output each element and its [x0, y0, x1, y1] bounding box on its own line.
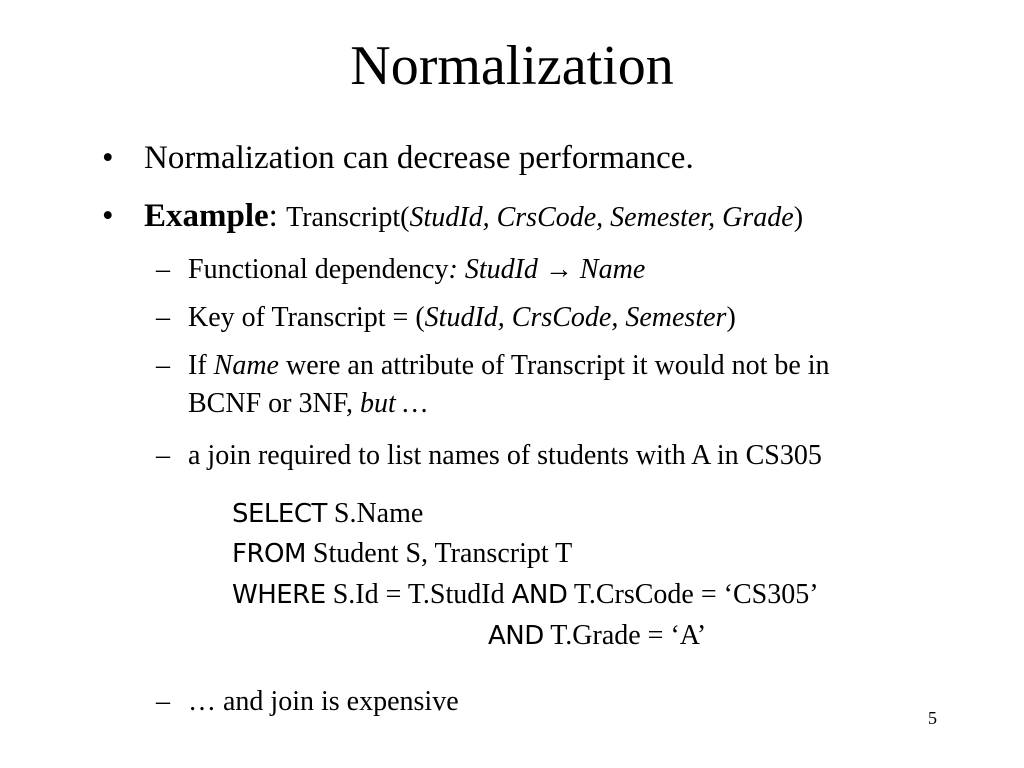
dash-mark: – [156, 302, 170, 333]
dash-mark: – [156, 686, 170, 717]
sub-bullet-text [188, 252, 645, 288]
bcnf-rest: were an attribute of Transcript it would not be in [278, 350, 830, 381]
relation-close: ) [793, 202, 804, 233]
sql-from-rest: Student S, Transcript T [305, 538, 573, 569]
fd-prefix: Functional dependency [188, 254, 449, 285]
sub-bullet-text [188, 300, 736, 336]
key-close: ) [726, 302, 736, 333]
sub-bullet-text: a join required to list names of students with A in CS305 [188, 440, 822, 471]
sql-keyword-select: SELECT [232, 499, 327, 529]
sql-where-rest-1: S.Id = T.StudId [325, 579, 512, 610]
sql-keyword-where: WHERE [232, 580, 326, 610]
dash-mark: – [156, 350, 170, 381]
example-colon: : [268, 198, 287, 234]
sql-select-line [232, 494, 423, 534]
bcnf-name: Name [213, 350, 279, 381]
arrow-icon: → [544, 254, 573, 285]
bcnf-prefix: If [188, 350, 214, 381]
relation-attributes: StudId, CrsCode, Semester, Grade [409, 202, 794, 233]
sql-where-line [232, 575, 819, 615]
bullet-text-example [144, 196, 803, 238]
key-attributes: StudId, CrsCode, Semester [424, 302, 727, 333]
slide-title: Normalization [350, 35, 674, 97]
fd-colon: : [448, 254, 465, 285]
sql-where-rest-3: T.Grade = ‘A’ [543, 620, 707, 651]
sub-bullet-text [188, 348, 830, 384]
page-number: 5 [928, 708, 937, 728]
fd-lhs: StudId [464, 254, 538, 285]
bullet-mark: • [102, 198, 114, 234]
sql-keyword-from: FROM [232, 539, 306, 569]
dash-mark: – [156, 254, 170, 285]
sql-keyword-and: AND [488, 621, 544, 651]
bullet-mark: • [102, 140, 114, 176]
sql-select-rest: S.Name [326, 498, 424, 529]
bcnf-line2-prefix: BCNF or 3NF, [188, 388, 361, 419]
example-label: Example [144, 198, 269, 234]
key-prefix: Key of Transcript = ( [188, 302, 425, 333]
bullet-text: Normalization can decrease performance. [144, 140, 694, 176]
sub-bullet-text-line2 [188, 386, 428, 422]
sql-and-line [488, 616, 706, 656]
sql-from-line [232, 534, 572, 574]
fd-rhs: Name [579, 254, 646, 285]
sql-where-rest-2: T.CrsCode = ‘CS305’ [567, 579, 819, 610]
sub-bullet-text: … and join is expensive [188, 686, 459, 717]
bcnf-line2-but: but … [360, 388, 428, 419]
relation-name: Transcript( [286, 202, 410, 233]
dash-mark: – [156, 440, 170, 471]
sql-keyword-and: AND [511, 580, 568, 610]
